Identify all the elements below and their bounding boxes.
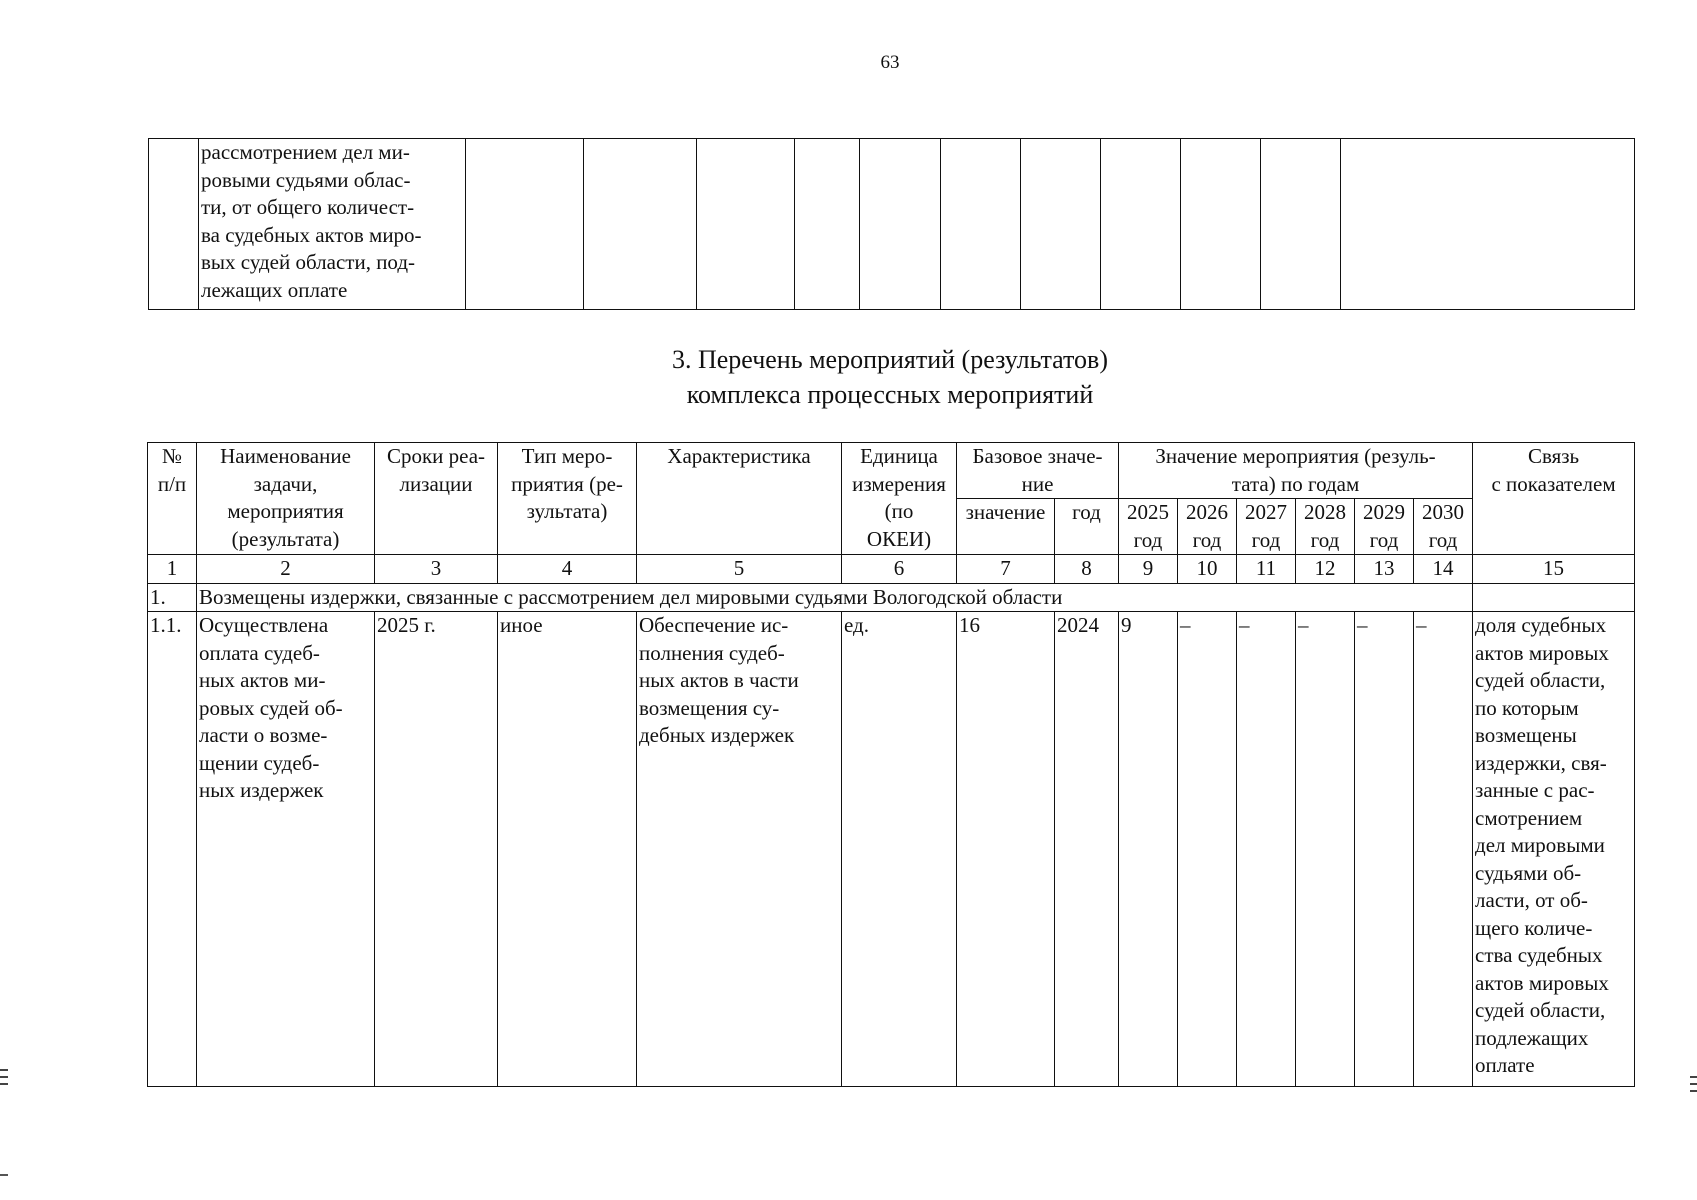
binding-marks-left	[0, 1069, 8, 1090]
header-base-year: год	[1055, 499, 1119, 555]
measure-num: 1.1.	[148, 612, 197, 1087]
header-year-2025: 2025 год	[1119, 499, 1178, 555]
measure-value-2030: –	[1414, 612, 1473, 1087]
measure-value-2025: 9	[1119, 612, 1178, 1087]
col-number: 1	[148, 555, 197, 584]
indicator-name-fragment: рассмотрением дел ми- ровыми судьями облас- ти, от общего количест- ва судебных актов миро- вых судей области, под- лежащих оплате	[199, 139, 466, 310]
header-year-2026: 2026 год	[1178, 499, 1237, 555]
header-year-2029: 2029 год	[1355, 499, 1414, 555]
col-number: 8	[1055, 555, 1119, 584]
header-characteristic: Характеристика	[637, 443, 842, 555]
task-num: 1.	[148, 583, 197, 612]
header-type: Тип меро- приятия (ре- зультата)	[498, 443, 637, 555]
measure-value-2026: –	[1178, 612, 1237, 1087]
measure-terms: 2025 г.	[375, 612, 498, 1087]
header-year-2027: 2027 год	[1237, 499, 1296, 555]
section-title-line2: комплекса процессных мероприятий	[686, 380, 1094, 409]
col-number: 7	[957, 555, 1055, 584]
continuation-row	[149, 139, 1635, 310]
header-base: Базовое значе- ние	[957, 443, 1119, 499]
binding-marks-right	[1690, 1076, 1697, 1097]
header-terms: Сроки реа- лизации	[375, 443, 498, 555]
page-number: 63	[880, 52, 900, 73]
column-numbers-row	[148, 555, 1635, 584]
col-number: 11	[1237, 555, 1296, 584]
measure-link: доля судебных актов мировых судей области, по которым возмещены издержки, свя- занные с рас- смотрением дел мировыми судьями об- ласти, от об- щего количе- ства судебных актов мировых судей области, подлежащих оплате	[1473, 612, 1635, 1087]
measure-unit: ед.	[842, 612, 957, 1087]
header-link: Связь с показателем	[1473, 443, 1635, 555]
header-name: Наименование задачи, мероприятия (результата)	[197, 443, 375, 555]
measure-base-value: 16	[957, 612, 1055, 1087]
measure-value-2029: –	[1355, 612, 1414, 1087]
header-year-2028: 2028 год	[1296, 499, 1355, 555]
measure-value-2028: –	[1296, 612, 1355, 1087]
col-number: 9	[1119, 555, 1178, 584]
measure-row	[148, 612, 1635, 1087]
measure-type: иное	[498, 612, 637, 1087]
header-unit: Единица измерения (по ОКЕИ)	[842, 443, 957, 555]
continuation-table	[148, 138, 1635, 310]
col-number: 14	[1414, 555, 1473, 584]
col-number: 13	[1355, 555, 1414, 584]
col-number: 12	[1296, 555, 1355, 584]
measure-characteristic: Обеспечение ис- полнения судеб- ных актов в части возмещения су- дебных издержек	[637, 612, 842, 1087]
task-text: Возмещены издержки, связанные с рассмотрением дел мировыми судьями Вологодской области	[197, 583, 1473, 612]
col-number: 2	[197, 555, 375, 584]
measure-base-year: 2024	[1055, 612, 1119, 1087]
header-values-by-year: Значение мероприятия (резуль- тата) по годам	[1119, 443, 1473, 499]
header-year-2030: 2030 год	[1414, 499, 1473, 555]
col-number: 15	[1473, 555, 1635, 584]
header-base-value: значение	[957, 499, 1055, 555]
section-title-line1: 3. Перечень мероприятий (результатов)	[671, 345, 1108, 374]
measure-name: Осуществлена оплата судеб- ных актов ми- ровых судей об- ласти о возме- щении судеб- ных издержек	[197, 612, 375, 1087]
col-number: 3	[375, 555, 498, 584]
col-number: 4	[498, 555, 637, 584]
col-number: 10	[1178, 555, 1237, 584]
header-num: № п/п	[148, 443, 197, 555]
measures-table	[147, 442, 1635, 1087]
task-row	[148, 583, 1635, 612]
col-number: 6	[842, 555, 957, 584]
col-number: 5	[637, 555, 842, 584]
margin-mark	[0, 1174, 8, 1176]
measure-value-2027: –	[1237, 612, 1296, 1087]
